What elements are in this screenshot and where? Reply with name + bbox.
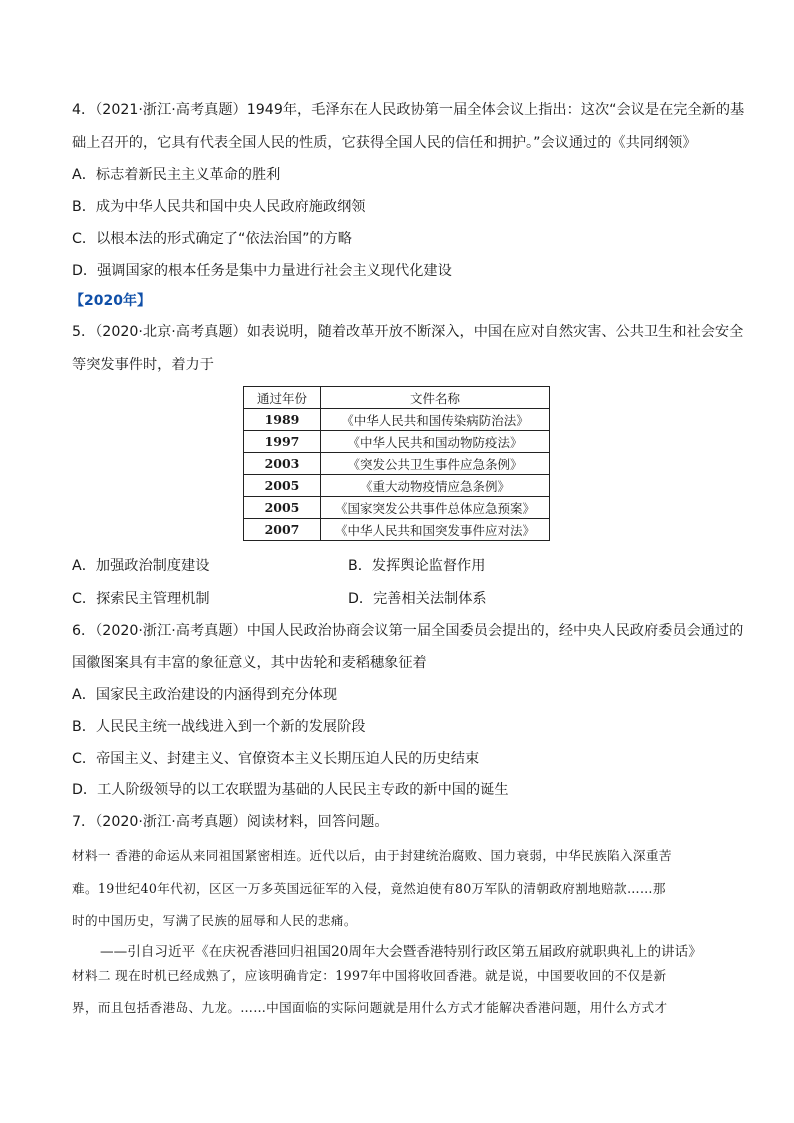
q7-stem: 7．（2020·浙江·高考真题）阅读材料，回答问题。	[72, 814, 389, 830]
q6-stem-line1: 6．（2020·浙江·高考真题）中国人民政治协商会议第一届全国委员会提出的，经中央人民政府委员会通过的	[72, 623, 744, 639]
table-cell-document: 《突发公共卫生事件应急条例》	[321, 453, 550, 475]
q5-stem-line2: 等突发事件时，着力于	[72, 357, 214, 373]
table-row	[244, 519, 550, 541]
table-header-year: 通过年份	[244, 387, 321, 409]
table-cell-year: 1997	[244, 431, 321, 453]
table-cell-year: 2003	[244, 453, 321, 475]
table-row	[244, 409, 550, 431]
table-cell-year: 2005	[244, 475, 321, 497]
table-cell-document: 《中华人民共和国传染病防治法》	[321, 409, 550, 431]
q7-material1-line3: 时的中国历史，写满了民族的屈辱和人民的悲痛。	[72, 913, 357, 928]
q7-material1-source: ——引自习近平《在庆祝香港回归祖国20周年大会暨香港特别行政区第五届政府就职典礼上的讲话》	[100, 944, 702, 960]
q7-material2-line2: 界，而且包括香港岛、九龙。……中国面临的实际问题就是用什么方式才能解决香港问题，用什么方式才	[72, 1000, 668, 1015]
q4-option-d[interactable]: D．强调国家的根本任务是集中力量进行社会主义现代化建设	[72, 263, 452, 279]
table-row	[244, 497, 550, 519]
q4-option-b[interactable]: B．成为中华人民共和国中央人民政府施政纲领	[72, 199, 366, 215]
q5-option-a[interactable]: A．加强政治制度建设	[72, 558, 210, 574]
section-heading-2020: 【2020年】	[70, 293, 151, 309]
q6-option-b[interactable]: B．人民民主统一战线进入到一个新的发展阶段	[72, 719, 366, 735]
q7-material1-line1: 材料一 香港的命运从来同祖国紧密相连。近代以后，由于封建统治腐败、国力衰弱，中华民族陷入深重苦	[72, 848, 672, 863]
q5-stem-line1: 5．（2020·北京·高考真题）如表说明，随着改革开放不断深入，中国在应对自然灾害、公共卫生和社会安全	[72, 324, 744, 340]
table-cell-year: 1989	[244, 409, 321, 431]
table-cell-document: 《中华人民共和国动物防疫法》	[321, 431, 550, 453]
table-header-document: 文件名称	[321, 387, 550, 409]
q6-option-c[interactable]: C．帝国主义、封建主义、官僚资本主义长期压迫人民的历史结束	[72, 751, 480, 767]
q4-option-a[interactable]: A．标志着新民主主义革命的胜利	[72, 167, 281, 183]
table-row	[244, 431, 550, 453]
q5-option-c[interactable]: C．探索民主管理机制	[72, 591, 210, 607]
q6-stem-line2: 国徽图案具有丰富的象征意义，其中齿轮和麦稻穗象征着	[72, 655, 427, 671]
q4-option-c[interactable]: C．以根本法的形式确定了“依法治国”的方略	[72, 231, 352, 247]
q4-stem-line2: 础上召开的，它具有代表全国人民的性质，它获得全国人民的信任和拥护。”会议通过的《共同纲领》	[72, 135, 697, 151]
table-cell-year: 2005	[244, 497, 321, 519]
table-row	[244, 475, 550, 497]
q5-document-table	[243, 386, 550, 541]
q7-material2-line1: 材料二 现在时机已经成熟了，应该明确肯定：1997年中国将收回香港。就是说，中国要收回的不仅是新	[72, 968, 667, 983]
table-cell-document: 《国家突发公共事件总体应急预案》	[321, 497, 550, 519]
q5-option-d[interactable]: D．完善相关法制体系	[348, 591, 487, 607]
q6-option-a[interactable]: A．国家民主政治建设的内涵得到充分体现	[72, 687, 338, 703]
table-header-row	[244, 387, 550, 409]
table-cell-document: 《中华人民共和国突发事件应对法》	[321, 519, 550, 541]
table-cell-document: 《重大动物疫情应急条例》	[321, 475, 550, 497]
q5-option-b[interactable]: B．发挥舆论监督作用	[348, 558, 486, 574]
table-row	[244, 453, 550, 475]
table-cell-year: 2007	[244, 519, 321, 541]
q7-material1-line2: 难。19世纪40年代初，区区一万多英国远征军的入侵，竟然迫使有80万军队的清朝政府割地赔款……那	[72, 881, 666, 896]
q4-stem-line1: 4．（2021·浙江·高考真题）1949年，毛泽东在人民政协第一届全体会议上指出：这次“会议是在完全新的基	[72, 102, 745, 118]
q6-option-d[interactable]: D．工人阶级领导的以工农联盟为基础的人民民主专政的新中国的诞生	[72, 782, 509, 798]
